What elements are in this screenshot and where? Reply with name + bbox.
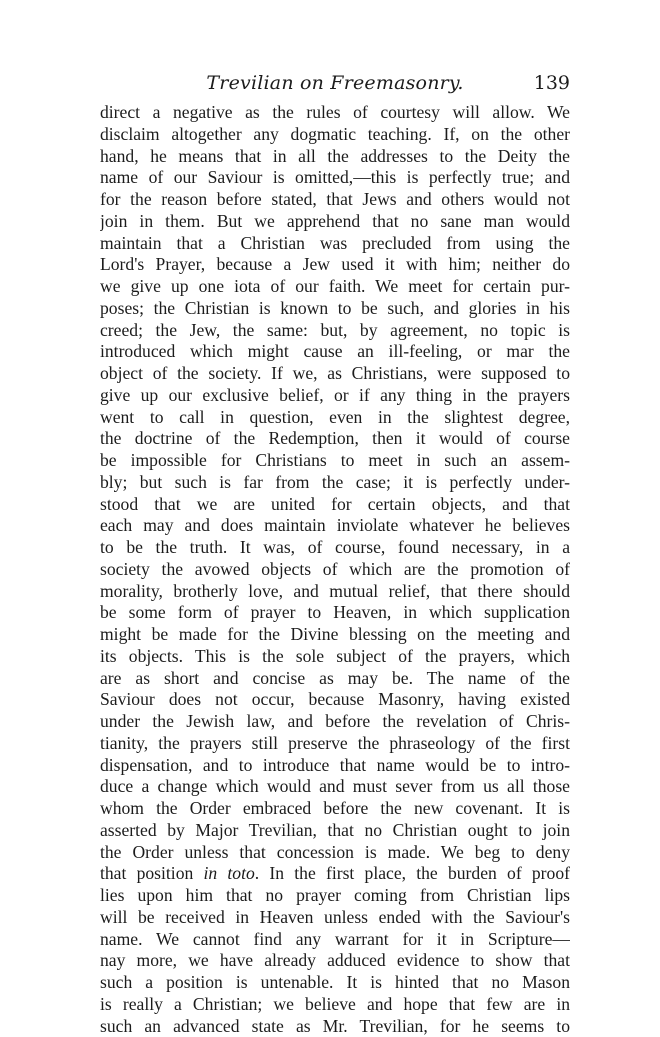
- text-line: disclaim altogether any dogmatic teaching. If, on the other: [100, 124, 570, 146]
- text-line: that position in toto. In the first place, the burden of proof: [100, 863, 570, 885]
- running-title: Trevilian on Freemasonry.: [100, 72, 570, 94]
- text-line: the Order unless that concession is made. We beg to deny: [100, 842, 570, 864]
- text-line: society the avowed objects of which are the promotion of: [100, 559, 570, 581]
- text-line: nay more, we have already adduced evidence to show that: [100, 950, 570, 972]
- italic-phrase: in toto: [204, 863, 255, 883]
- text-line: name of our Saviour is omitted,—this is perfectly true; and: [100, 167, 570, 189]
- text-line: Lord's Prayer, because a Jew used it with him; neither do: [100, 254, 570, 276]
- text-line: duce a change which would and must sever from us all those: [100, 776, 570, 798]
- text-line: such an advanced state as Mr. Trevilian, for he seems to: [100, 1016, 570, 1037]
- text-line: such a position is untenable. It is hinted that no Mason: [100, 972, 570, 994]
- text-line: introduced which might cause an ill-feeling, or mar the: [100, 341, 570, 363]
- text-line: under the Jewish law, and before the revelation of Chris-: [100, 711, 570, 733]
- text-line: each may and does maintain inviolate whatever he believes: [100, 515, 570, 537]
- text-line: bly; but such is far from the case; it is perfectly under-: [100, 472, 570, 494]
- page-header: [100, 72, 570, 98]
- text-line: we give up one iota of our faith. We meet for certain pur-: [100, 276, 570, 298]
- text-line: lies upon him that no prayer coming from Christian lips: [100, 885, 570, 907]
- body-text: [100, 102, 570, 1037]
- text-line: name. We cannot find any warrant for it in Scripture—: [100, 929, 570, 951]
- text-line: be some form of prayer to Heaven, in which supplication: [100, 602, 570, 624]
- text-line: whom the Order embraced before the new covenant. It is: [100, 798, 570, 820]
- text-line: for the reason before stated, that Jews and others would not: [100, 189, 570, 211]
- text-line: will be received in Heaven unless ended with the Saviour's: [100, 907, 570, 929]
- text-line: be impossible for Christians to meet in such an assem-: [100, 450, 570, 472]
- text-line: stood that we are united for certain objects, and that: [100, 494, 570, 516]
- text-line: hand, he means that in all the addresses to the Deity the: [100, 146, 570, 168]
- text-line: join in them. But we apprehend that no sane man would: [100, 211, 570, 233]
- text-line: creed; the Jew, the same: but, by agreement, no topic is: [100, 320, 570, 342]
- page-number: 139: [534, 72, 570, 94]
- text-line: asserted by Major Trevilian, that no Christian ought to join: [100, 820, 570, 842]
- text-line: poses; the Christian is known to be such, and glories in his: [100, 298, 570, 320]
- text-line: are as short and concise as may be. The name of the: [100, 668, 570, 690]
- text-line: tianity, the prayers still preserve the phraseology of the first: [100, 733, 570, 755]
- text-line: the doctrine of the Redemption, then it would of course: [100, 428, 570, 450]
- text-line: dispensation, and to introduce that name would be to intro-: [100, 755, 570, 777]
- text-line: maintain that a Christian was precluded from using the: [100, 233, 570, 255]
- text-line: object of the society. If we, as Christians, were supposed to: [100, 363, 570, 385]
- text-line: to be the truth. It was, of course, found necessary, in a: [100, 537, 570, 559]
- text-line: is really a Christian; we believe and hope that few are in: [100, 994, 570, 1016]
- text-line: Saviour does not occur, because Masonry, having existed: [100, 689, 570, 711]
- text-line: give up our exclusive belief, or if any thing in the prayers: [100, 385, 570, 407]
- text-line: direct a negative as the rules of courtesy will allow. We: [100, 102, 570, 124]
- text-line: its objects. This is the sole subject of the prayers, which: [100, 646, 570, 668]
- text-line: might be made for the Divine blessing on the meeting and: [100, 624, 570, 646]
- text-line: went to call in question, even in the slightest degree,: [100, 407, 570, 429]
- text-line: morality, brotherly love, and mutual relief, that there should: [100, 581, 570, 603]
